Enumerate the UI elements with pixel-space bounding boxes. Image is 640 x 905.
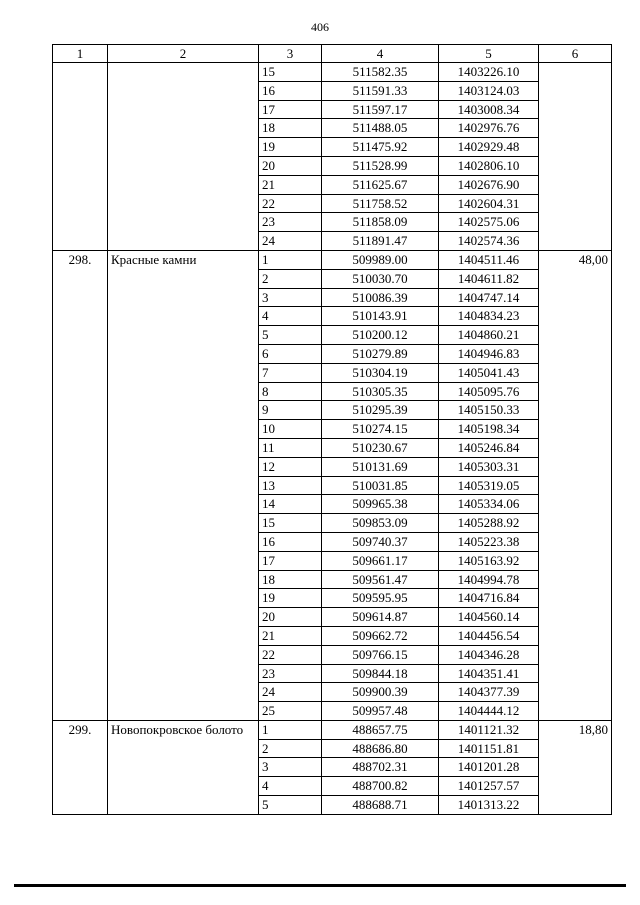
coordinate-y: 1404456.54 [439,626,539,645]
coordinate-y: 1401121.32 [439,720,539,739]
coordinate-x: 511858.09 [322,213,439,232]
coordinate-x: 509900.39 [322,683,439,702]
table-row [53,63,612,82]
coordinate-x: 510200.12 [322,326,439,345]
point-number: 14 [259,495,322,514]
coordinate-y: 1404377.39 [439,683,539,702]
object-area: 48,00 [539,250,612,720]
coordinate-y: 1404511.46 [439,250,539,269]
coordinate-x: 511758.52 [322,194,439,213]
point-number: 4 [259,307,322,326]
coordinate-x: 488700.82 [322,777,439,796]
coordinate-x: 488688.71 [322,796,439,815]
coordinate-x: 511625.67 [322,175,439,194]
coordinate-y: 1405288.92 [439,514,539,533]
table-row [53,250,612,269]
point-number: 21 [259,175,322,194]
point-number: 6 [259,344,322,363]
coordinate-y: 1404994.78 [439,570,539,589]
coordinate-y: 1404834.23 [439,307,539,326]
coordinate-x: 511528.99 [322,156,439,175]
coordinate-y: 1404444.12 [439,702,539,721]
coordinate-x: 509844.18 [322,664,439,683]
coordinate-y: 1405198.34 [439,420,539,439]
coordinate-y: 1405095.76 [439,382,539,401]
coordinate-y: 1402929.48 [439,138,539,157]
coordinate-x: 509662.72 [322,626,439,645]
point-number: 19 [259,589,322,608]
coordinate-x: 510274.15 [322,420,439,439]
coordinate-y: 1402806.10 [439,156,539,175]
point-number: 2 [259,739,322,758]
object-area [539,63,612,251]
coordinate-y: 1402575.06 [439,213,539,232]
point-number: 24 [259,683,322,702]
point-number: 23 [259,213,322,232]
object-name [108,63,259,251]
coordinate-y: 1404946.83 [439,344,539,363]
header-col-3: 3 [259,45,322,63]
coordinate-x: 510295.39 [322,401,439,420]
point-number: 21 [259,626,322,645]
coordinate-x: 510131.69 [322,457,439,476]
table-row [53,720,612,739]
bottom-rule [14,884,626,887]
point-number: 17 [259,551,322,570]
point-number: 20 [259,156,322,175]
coordinate-y: 1403008.34 [439,100,539,119]
coordinate-x: 511597.17 [322,100,439,119]
coordinate-y: 1405163.92 [439,551,539,570]
point-number: 18 [259,570,322,589]
coordinate-y: 1402604.31 [439,194,539,213]
coordinate-x: 509989.00 [322,250,439,269]
coordinate-x: 488657.75 [322,720,439,739]
object-area: 18,80 [539,720,612,814]
point-number: 1 [259,720,322,739]
coordinate-y: 1405334.06 [439,495,539,514]
coordinate-y: 1402976.76 [439,119,539,138]
coordinate-x: 509561.47 [322,570,439,589]
coordinate-x: 509661.17 [322,551,439,570]
point-number: 23 [259,664,322,683]
coordinate-y: 1404860.21 [439,326,539,345]
coordinate-x: 509965.38 [322,495,439,514]
coordinate-x: 511591.33 [322,81,439,100]
point-number: 22 [259,194,322,213]
coordinate-y: 1404560.14 [439,608,539,627]
point-number: 1 [259,250,322,269]
coordinate-x: 510031.85 [322,476,439,495]
coordinate-y: 1401313.22 [439,796,539,815]
object-name: Красные камни [108,250,259,720]
coordinate-y: 1401257.57 [439,777,539,796]
coordinate-y: 1405303.31 [439,457,539,476]
point-number: 15 [259,514,322,533]
point-number: 2 [259,269,322,288]
coordinate-x: 509740.37 [322,532,439,551]
object-name: Новопокровское болото [108,720,259,814]
point-number: 12 [259,457,322,476]
coordinate-x: 511891.47 [322,232,439,251]
coordinate-x: 488702.31 [322,758,439,777]
coordinate-x: 509614.87 [322,608,439,627]
coordinates-table [52,44,612,815]
point-number: 22 [259,645,322,664]
header-row [53,45,612,63]
coordinate-y: 1402574.36 [439,232,539,251]
point-number: 5 [259,796,322,815]
coordinate-x: 510279.89 [322,344,439,363]
coordinate-y: 1403226.10 [439,63,539,82]
point-number: 18 [259,119,322,138]
coordinate-y: 1404351.41 [439,664,539,683]
point-number: 11 [259,438,322,457]
coordinate-y: 1404346.28 [439,645,539,664]
point-number: 4 [259,777,322,796]
point-number: 15 [259,63,322,82]
point-number: 10 [259,420,322,439]
coordinate-y: 1403124.03 [439,81,539,100]
coordinate-x: 509595.95 [322,589,439,608]
coordinate-y: 1401201.28 [439,758,539,777]
coordinate-x: 488686.80 [322,739,439,758]
point-number: 3 [259,288,322,307]
object-number: 299. [53,720,108,814]
coordinate-x: 510143.91 [322,307,439,326]
coordinate-x: 511488.05 [322,119,439,138]
coordinate-y: 1401151.81 [439,739,539,758]
point-number: 19 [259,138,322,157]
coordinate-y: 1402676.90 [439,175,539,194]
coordinate-y: 1404716.84 [439,589,539,608]
point-number: 25 [259,702,322,721]
coordinate-y: 1405246.84 [439,438,539,457]
coordinate-x: 510086.39 [322,288,439,307]
coordinate-y: 1405041.43 [439,363,539,382]
coordinate-y: 1405223.38 [439,532,539,551]
header-col-6: 6 [539,45,612,63]
coordinate-x: 511475.92 [322,138,439,157]
coordinate-y: 1404611.82 [439,269,539,288]
object-number: 298. [53,250,108,720]
object-number [53,63,108,251]
point-number: 9 [259,401,322,420]
point-number: 20 [259,608,322,627]
point-number: 13 [259,476,322,495]
point-number: 3 [259,758,322,777]
header-col-2: 2 [108,45,259,63]
point-number: 5 [259,326,322,345]
point-number: 24 [259,232,322,251]
header-col-1: 1 [53,45,108,63]
point-number: 16 [259,532,322,551]
point-number: 7 [259,363,322,382]
coordinate-y: 1405319.05 [439,476,539,495]
coordinate-x: 509957.48 [322,702,439,721]
header-col-5: 5 [439,45,539,63]
coordinate-x: 510305.35 [322,382,439,401]
table-body [53,63,612,815]
coordinate-x: 510230.67 [322,438,439,457]
point-number: 17 [259,100,322,119]
coordinate-y: 1404747.14 [439,288,539,307]
coordinate-x: 509766.15 [322,645,439,664]
coordinate-x: 509853.09 [322,514,439,533]
point-number: 16 [259,81,322,100]
coordinate-y: 1405150.33 [439,401,539,420]
coordinate-x: 510030.70 [322,269,439,288]
page-number: 406 [311,20,329,34]
coordinate-x: 511582.35 [322,63,439,82]
point-number: 8 [259,382,322,401]
coordinate-x: 510304.19 [322,363,439,382]
header-col-4: 4 [322,45,439,63]
